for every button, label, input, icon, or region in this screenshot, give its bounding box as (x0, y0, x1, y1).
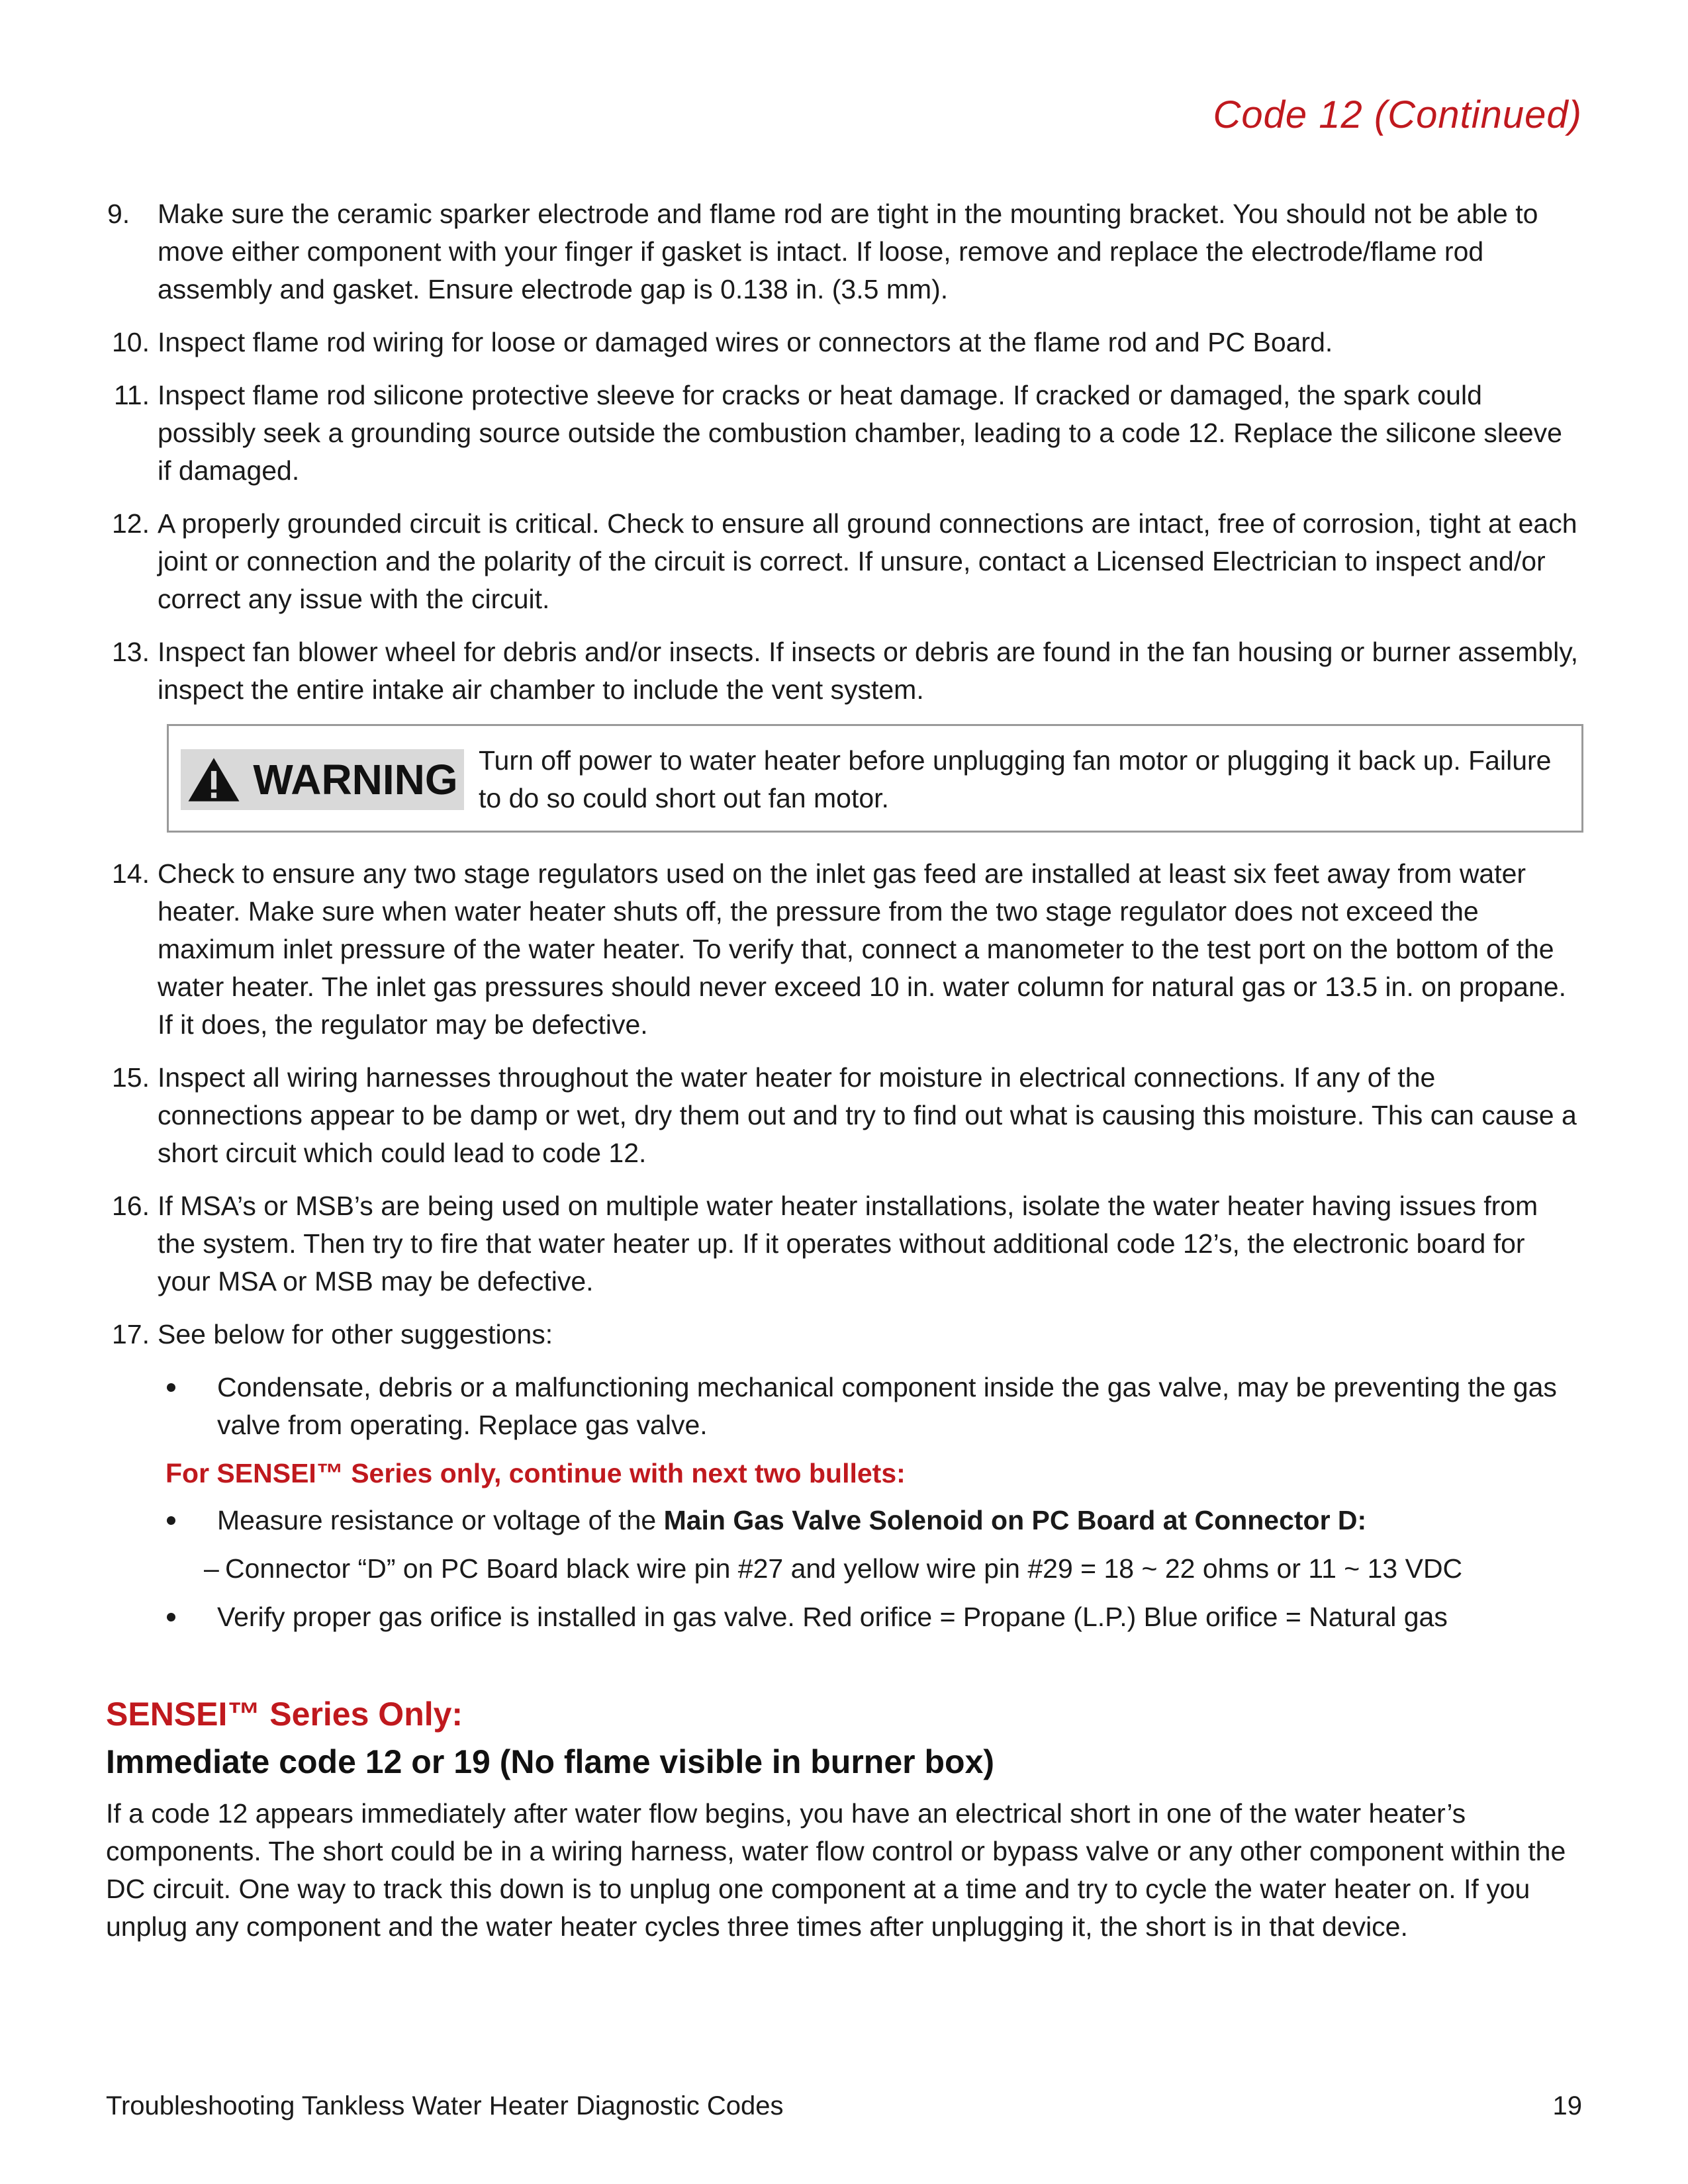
list-item (158, 1502, 1582, 1539)
section-heading (106, 1690, 1582, 1786)
suggestion-text-bold: Main Gas Valve Solenoid on PC Board at Connector D: (663, 1505, 1367, 1535)
bullet-icon (167, 1383, 175, 1392)
suggestions-list (158, 1369, 1582, 1444)
sub-list-item (106, 1550, 1582, 1588)
section-heading-black: Immediate code 12 or 19 (No flame visible in burner box) (106, 1743, 995, 1780)
warning-label (181, 749, 464, 810)
steps-list-continued (106, 855, 1582, 1353)
warning-box (167, 724, 1583, 833)
suggestions-list-sensei (158, 1502, 1582, 1539)
bullet-icon (167, 1516, 175, 1525)
page-header-title: Code 12 (Continued) (1213, 93, 1582, 136)
list-item (106, 324, 1582, 361)
step-number: 11. (114, 380, 150, 410)
warning-text: Turn off power to water heater before unplugging fan motor or plugging it back up. Failure to do so could short out fan motor. (479, 745, 1552, 813)
page-number: 19 (1552, 2091, 1582, 2120)
list-item (106, 633, 1582, 709)
bullet-icon (167, 1613, 175, 1621)
step-text: Inspect all wiring harnesses throughout the water heater for moisture in electrical connections. If any of the connections appear to be damp or wet, dry them out and try to find out what is causing this moisture. This can cause a short circuit which could lead to code 12. (158, 1062, 1577, 1168)
step-number: 13. (112, 637, 150, 667)
list-item (158, 1598, 1582, 1636)
list-item (106, 855, 1582, 1044)
sensei-note: For SENSEI™ Series only, continue with next two bullets: (165, 1458, 906, 1488)
step-number: 14. (112, 858, 150, 889)
step-text: A properly grounded circuit is critical. Check to ensure all ground connections are intact, free of corrosion, tight at each joint or connection and the polarity of the circuit is correct. If unsure, contact a Licensed Electrician to inspect and/or correct any issue with the circuit. (158, 508, 1577, 614)
step-number: 16. (112, 1191, 150, 1221)
step-number: 17. (112, 1319, 150, 1349)
warning-label-text: WARNING (253, 755, 458, 803)
sub-item-text: Connector “D” on PC Board black wire pin #27 and yellow wire pin #29 = 18 ~ 22 ohms or 11 ~ 13 VDC (225, 1553, 1463, 1584)
step-number: 15. (112, 1062, 150, 1093)
step-number: 10. (112, 327, 150, 357)
list-item (106, 505, 1582, 618)
list-item (158, 1369, 1582, 1444)
dash-marker: – (204, 1553, 219, 1584)
page-footer (106, 2091, 1582, 2121)
list-item (106, 1059, 1582, 1172)
list-item (106, 195, 1582, 308)
list-item (106, 1316, 1582, 1353)
section-heading-red: SENSEI™ Series Only: (106, 1696, 463, 1733)
step-number: 9. (107, 199, 130, 229)
step-text: Inspect flame rod wiring for loose or damaged wires or connectors at the flame rod and PC Board. (158, 327, 1333, 357)
suggestion-text: Condensate, debris or a malfunctioning mechanical component inside the gas valve, may be preventing the gas valve from operating. Replace gas valve. (217, 1372, 1557, 1440)
section-paragraph: If a code 12 appears immediately after water flow begins, you have an electrical short in one of the water heater’s components. The short could be in a wiring harness, water flow control or bypass valve or any other component within the DC circuit. One way to track this down is to unplug one component at a time and try to cycle the water heater on. If you unplug any component and the water heater cycles three times after unplugging it, the short is in that device. (106, 1798, 1566, 1942)
suggestion-text: Verify proper gas orifice is installed in gas valve. Red orifice = Propane (L.P.) Blue orifice = Natural gas (217, 1602, 1448, 1632)
step-text: Inspect flame rod silicone protective sleeve for cracks or heat damage. If cracked or damaged, the spark could possibly seek a grounding source outside the combustion chamber, leading to a code 12. Replace the silicone sleeve if damaged. (158, 380, 1562, 486)
step-text: Check to ensure any two stage regulators used on the inlet gas feed are installed at least six feet away from water heater. Make sure when water heater shuts off, the pressure from the two stage regulator does not exceed the maximum inlet pressure of the water heater. To verify that, connect a manometer to the test port on the bottom of the water heater. The inlet gas pressures should never exceed 10 in. water column for natural gas or 13.5 in. on propane. If it does, the regulator may be defective. (158, 858, 1566, 1040)
step-text: If MSA’s or MSB’s are being used on multiple water heater installations, isolate the water heater having issues from the system. Then try to fire that water heater up. If it operates without additional code 12’s, the electronic board for your MSA or MSB may be defective. (158, 1191, 1538, 1297)
steps-list (106, 195, 1582, 709)
step-text: See below for other suggestions: (158, 1319, 553, 1349)
suggestion-text-prefix: Measure resistance or voltage of the (217, 1505, 664, 1535)
suggestions-list-final (158, 1598, 1582, 1636)
step-text: Make sure the ceramic sparker electrode and flame rod are tight in the mounting bracket. You should not be able to move either component with your finger if gasket is intact. If loose, remove and replace the electrode/flame rod assembly and gasket. Ensure electrode gap is 0.138 in. (3.5 mm). (158, 199, 1538, 304)
list-item (106, 377, 1582, 490)
page-content (106, 195, 1582, 1946)
step-text: Inspect fan blower wheel for debris and/or insects. If insects or debris are found in the fan housing or burner assembly, inspect the entire intake air chamber to include the vent system. (158, 637, 1579, 705)
step-number: 12. (112, 508, 150, 539)
list-item (106, 1187, 1582, 1300)
footer-title: Troubleshooting Tankless Water Heater Diagnostic Codes (106, 2091, 784, 2120)
warning-triangle-icon (187, 756, 241, 803)
